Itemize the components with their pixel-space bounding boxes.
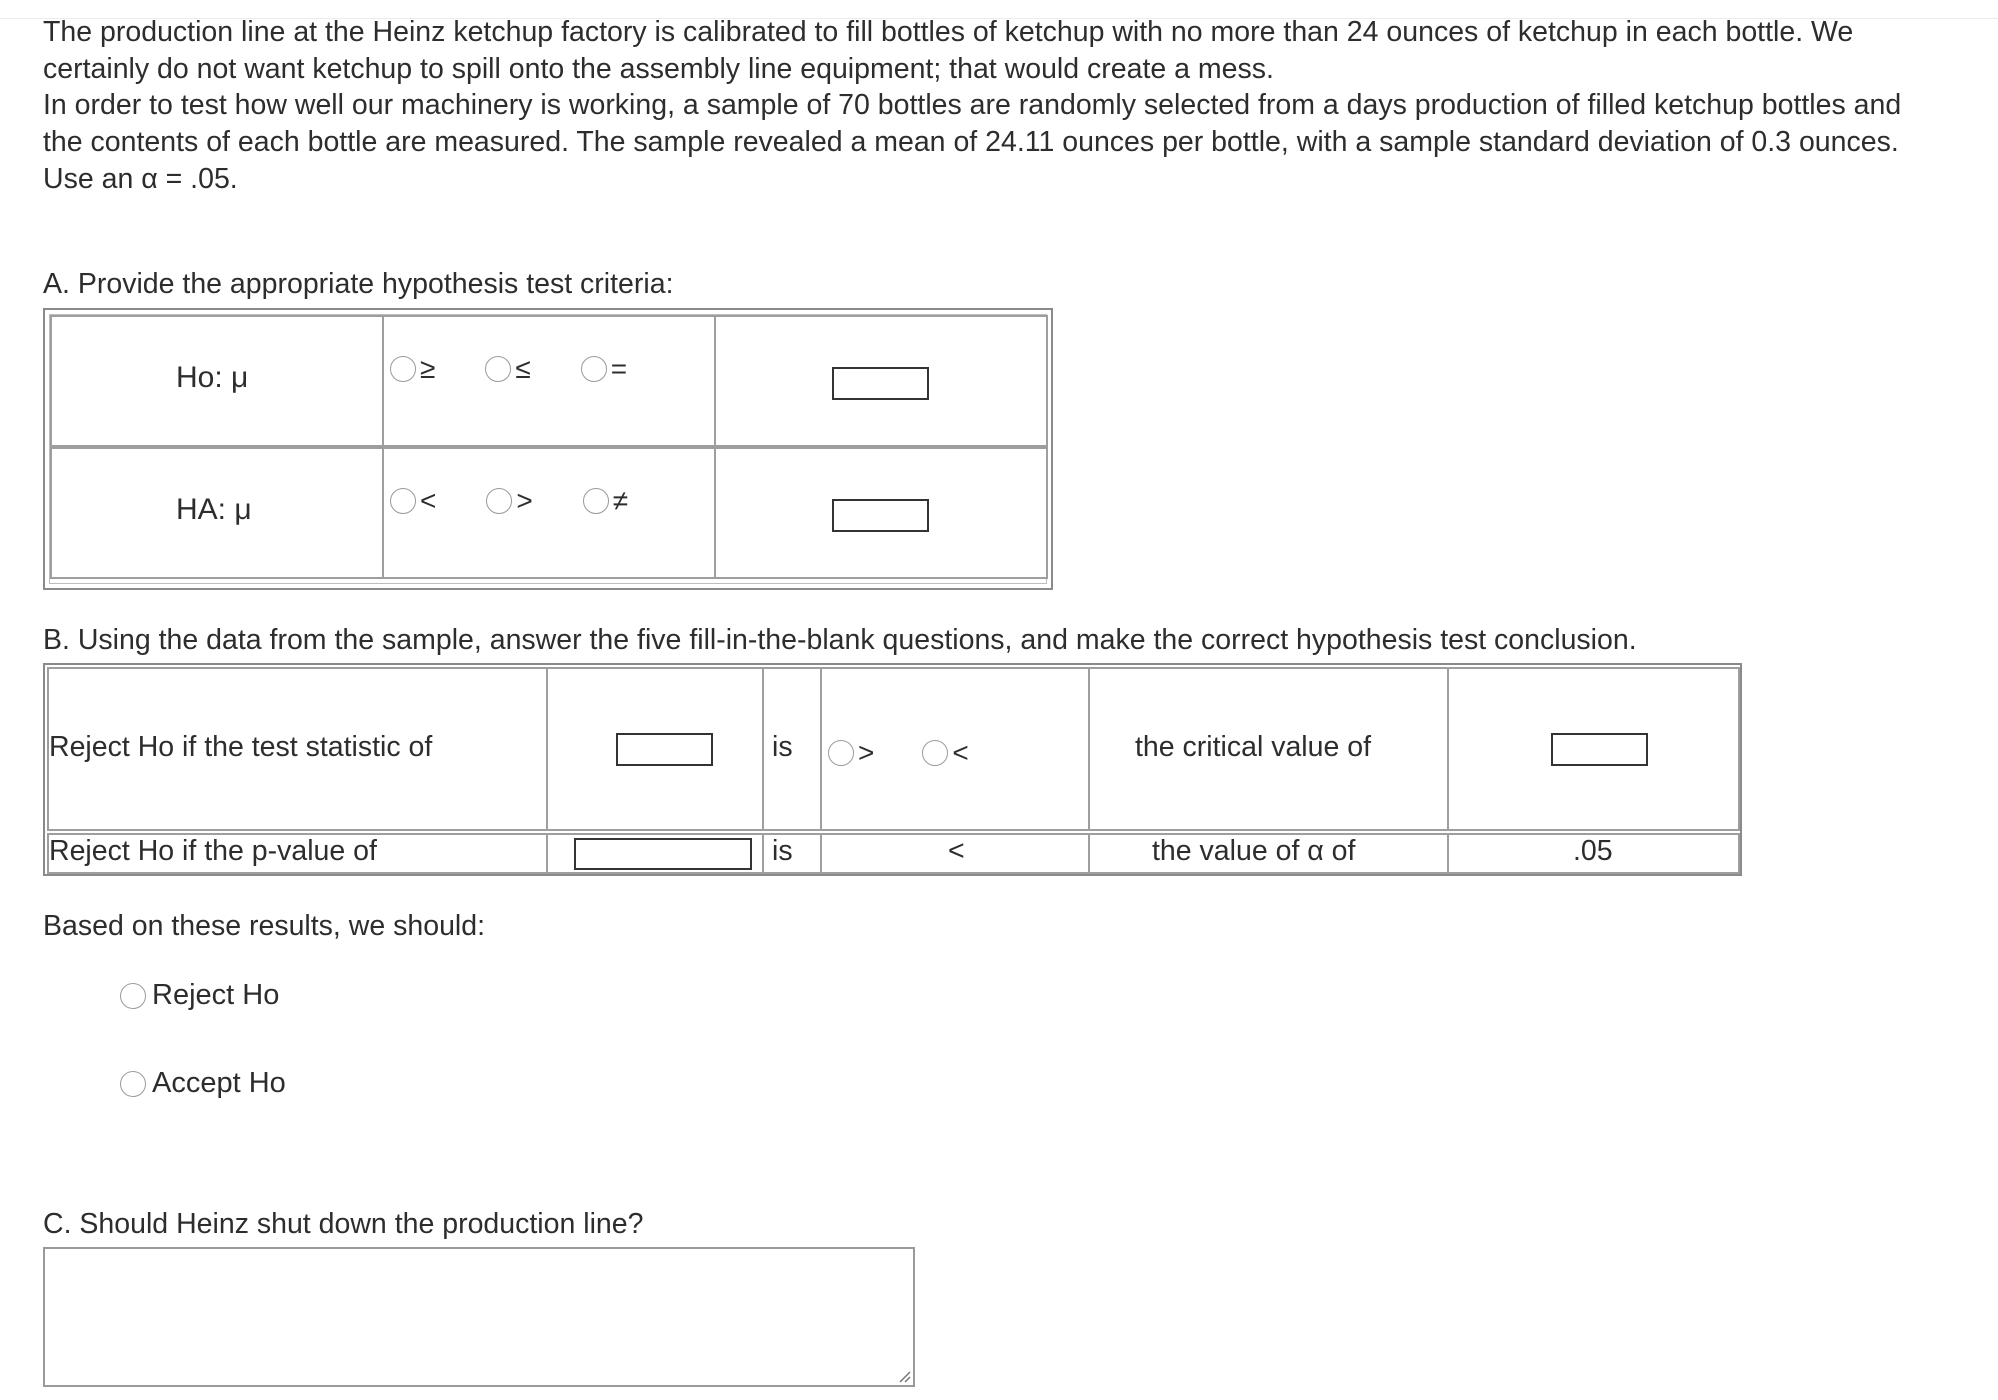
problem-intro (43, 14, 1943, 198)
conclusion-prompt: Based on these results, we should: (43, 910, 486, 942)
test-statistic-lead-cell (47, 667, 548, 831)
alt-operator-option[interactable]: > (486, 485, 532, 517)
resize-grip-icon[interactable] (897, 1369, 911, 1383)
test-statistic-operator-option[interactable]: < (922, 737, 968, 769)
critical-value-input[interactable] (1551, 733, 1648, 766)
is-label: is (772, 731, 793, 763)
reject-ho-label: Reject Ho (152, 979, 280, 1011)
alpha-label-cell (1088, 833, 1449, 874)
test-statistic-operator-group (828, 737, 1019, 769)
intro-paragraph-1: The production line at the Heinz ketchup factory is calibrated to fill bottles of ketchup with no more than 24 ounces of ketchup in each bottle. We certainly do not want ketchup to spill onto the assembly line equipment; that would create a mess. (43, 16, 1854, 85)
p-value-operator: < (948, 835, 965, 867)
radio-circle-icon[interactable] (922, 740, 948, 766)
section-a-heading: A. Provide the appropriate hypothesis test criteria: (43, 268, 674, 300)
alt-hypothesis-label: HA: μ (176, 493, 252, 526)
section-c-heading: C. Should Heinz shut down the production line? (43, 1208, 644, 1240)
critical-value-label: the critical value of (1135, 731, 1372, 763)
p-value-operator-cell (820, 833, 1090, 874)
test-statistic-is-cell (762, 667, 822, 831)
alt-hypothesis-value-cell (714, 447, 1048, 579)
null-operator-radio-group (390, 353, 677, 385)
critical-value-label-cell (1088, 667, 1449, 831)
radio-circle-icon[interactable] (583, 488, 609, 514)
alpha-value: .05 (1573, 835, 1613, 867)
alt-hypothesis-operator-cell (382, 447, 716, 579)
alt-hypothesis-value-input[interactable] (832, 499, 929, 532)
section-b-heading: B. Using the data from the sample, answer the five fill-in-the-blank questions, and make the correct hypothesis test conclusion. (43, 624, 1637, 656)
decision-rule-table (43, 663, 1742, 876)
test-statistic-input[interactable] (616, 733, 713, 766)
radio-circle-icon[interactable] (581, 356, 607, 382)
reject-ho-option[interactable] (120, 979, 279, 1012)
alt-operator-option[interactable]: < (390, 485, 436, 517)
test-statistic-operator-option[interactable]: > (828, 737, 874, 769)
alpha-label: the value of α of (1152, 835, 1356, 867)
radio-circle-icon[interactable] (486, 488, 512, 514)
is-label: is (772, 835, 793, 867)
shutdown-answer-textarea[interactable] (43, 1247, 915, 1387)
intro-paragraph-2: In order to test how well our machinery is working, a sample of 70 bottles are randomly selected from a days production of filled ketchup bottles and the contents of each bottle are measured. The sample revealed a mean of 24.11 ounces per bottle, with a sample standard deviation of 0.3 ounces. (43, 89, 1902, 158)
critical-value-input-cell (1447, 667, 1740, 831)
alt-hypothesis-label-cell (50, 447, 384, 579)
null-hypothesis-label-cell (50, 315, 384, 447)
null-hypothesis-label: Ho: μ (176, 361, 249, 394)
alpha-value-cell (1447, 833, 1740, 874)
radio-circle-icon[interactable] (828, 740, 854, 766)
null-operator-option[interactable]: ≤ (485, 353, 530, 385)
alpha-line: Use an α = .05. (43, 163, 238, 195)
radio-circle-icon[interactable] (390, 356, 416, 382)
p-value-lead: Reject Ho if the p-value of (49, 835, 377, 867)
null-operator-option[interactable]: = (581, 353, 627, 385)
null-hypothesis-value-cell (714, 315, 1048, 447)
radio-circle-icon[interactable] (120, 1071, 146, 1097)
accept-ho-label: Accept Ho (152, 1067, 286, 1099)
alt-operator-radio-group (390, 485, 678, 517)
p-value-lead-cell (47, 833, 548, 874)
p-value-input-cell (546, 833, 764, 874)
radio-circle-icon[interactable] (485, 356, 511, 382)
test-statistic-lead: Reject Ho if the test statistic of (49, 731, 433, 763)
null-operator-option[interactable]: ≥ (390, 353, 435, 385)
alt-operator-option[interactable]: ≠ (583, 485, 628, 517)
null-hypothesis-value-input[interactable] (832, 367, 929, 400)
p-value-input[interactable] (574, 838, 752, 870)
radio-circle-icon[interactable] (390, 488, 416, 514)
accept-ho-option[interactable] (120, 1067, 286, 1100)
radio-circle-icon[interactable] (120, 983, 146, 1009)
hypothesis-table (43, 308, 1053, 590)
null-hypothesis-operator-cell (382, 315, 716, 447)
test-statistic-input-cell (546, 667, 764, 831)
p-value-is-cell (762, 833, 822, 874)
test-statistic-operator-cell (820, 667, 1090, 831)
